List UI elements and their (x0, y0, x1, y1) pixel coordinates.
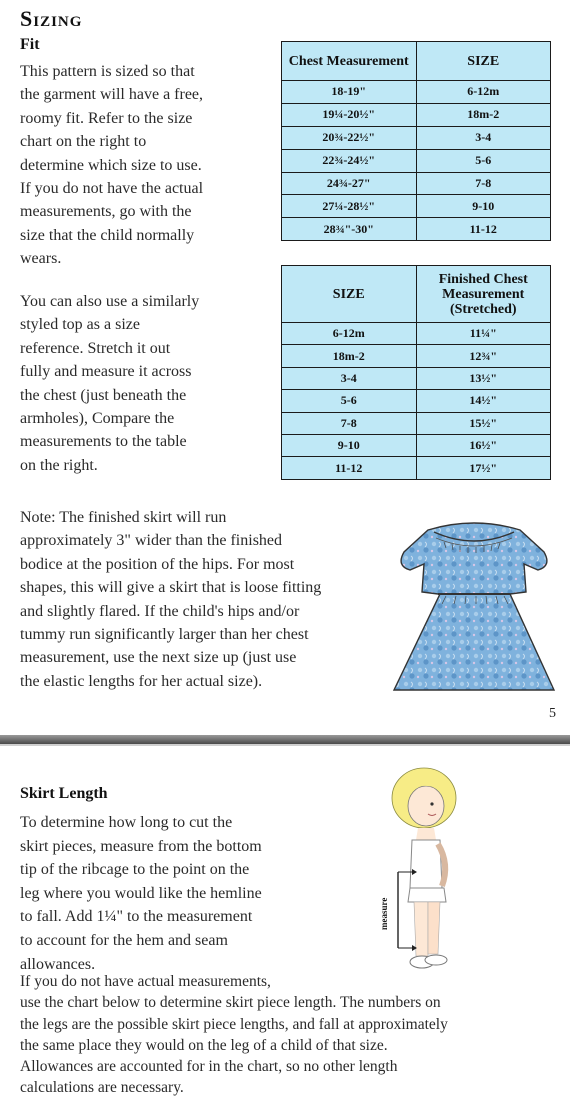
table-cell: 15½" (416, 412, 551, 434)
table-row (282, 412, 551, 434)
table-cell: 18m-2 (282, 345, 417, 367)
table-cell: 9-10 (282, 434, 417, 456)
table-cell: 28¾"-30" (282, 218, 417, 241)
text-line: If you do not have actual measurements, (20, 973, 271, 990)
table-header: SIZE (416, 42, 551, 81)
text-line: the elastic lengths for her actual size). (20, 672, 263, 690)
text-line: skirt pieces, measure from the bottom (20, 837, 262, 855)
text-line: the same place they would on the leg of a child of that size. (20, 1036, 388, 1054)
table-cell: 5-6 (416, 149, 551, 172)
text-line: the legs are the possible skirt piece lengths, and fall at approximately (20, 1015, 448, 1033)
text-line: measurements, go with the (20, 203, 192, 221)
table-cell: 3-4 (282, 367, 417, 389)
table-cell: 18m-2 (416, 103, 551, 126)
text-line: to account for the hem and seam (20, 931, 228, 949)
text-line: measurements to the table (20, 433, 187, 451)
table-row (282, 172, 551, 195)
text-line: Allowances are accounted for in the chart, so no other length (20, 1058, 398, 1076)
table-cell: 6-12m (416, 81, 551, 104)
table-cell: 14½" (416, 390, 551, 412)
text-line: To determine how long to cut the (20, 814, 233, 831)
table-cell: 18-19" (282, 81, 417, 104)
text-line: the chest (just beneath the (20, 386, 187, 404)
table-row (282, 195, 551, 218)
page-divider-shadow (0, 744, 570, 746)
text-line: fully and measure it across (20, 363, 192, 381)
table-row (282, 149, 551, 172)
page-number: 5 (549, 706, 556, 721)
text-line: This pattern is sized so that (20, 63, 195, 80)
table-cell: 20¾-22½" (282, 126, 417, 149)
table-cell: 3-4 (416, 126, 551, 149)
text-line: measurement, use the next size up (just use (20, 649, 297, 667)
table-row (282, 345, 551, 367)
text-line: allowances. (20, 955, 96, 973)
text-line: bodice at the position of the hips. For most (20, 555, 295, 573)
note-paragraph (20, 506, 321, 693)
table-row (282, 367, 551, 389)
table-header: Finished Chest Measurement (Stretched) (416, 266, 551, 323)
table-cell: 16½" (416, 434, 551, 456)
table-cell: 13½" (416, 367, 551, 389)
table-row (282, 434, 551, 456)
table-cell: 12¾" (416, 345, 551, 367)
table-row (282, 81, 551, 104)
table-row (282, 390, 551, 412)
section-title: Sizing (20, 6, 83, 31)
table-row (282, 323, 551, 345)
text-line: tummy run significantly larger than her chest (20, 626, 309, 644)
skirt-chart-paragraph (20, 971, 448, 1099)
text-line: determine which size to use. (20, 156, 202, 174)
text-line: Note: The finished skirt will run (20, 509, 227, 526)
table-cell: 7-8 (282, 412, 417, 434)
table-cell: 19¼-20½" (282, 103, 417, 126)
table-row (282, 126, 551, 149)
table-cell: 27¼-28½" (282, 195, 417, 218)
text-line: armholes), Compare the (20, 410, 175, 428)
table-header-row (282, 42, 551, 81)
fit-heading: Fit (20, 36, 40, 53)
text-line: You can also use a similarly (20, 293, 200, 310)
table-header-row (282, 266, 551, 323)
text-line: to fall. Add 1¼" to the measurement (20, 908, 253, 926)
table-cell: 22¾-24½" (282, 149, 417, 172)
table-row (282, 103, 551, 126)
table-row (282, 457, 551, 479)
text-line: size that the child normally (20, 226, 195, 244)
table-header: SIZE (282, 266, 417, 323)
text-line: approximately 3" wider than the finished (20, 532, 283, 550)
table-cell: 17½" (416, 457, 551, 479)
peasant-dress-illustration (388, 512, 560, 697)
text-line: on the right. (20, 456, 98, 474)
page-divider (0, 735, 570, 744)
table-cell: 11¼" (416, 323, 551, 345)
table-cell: 5-6 (282, 390, 417, 412)
text-line: leg where you would like the hemline (20, 884, 262, 902)
text-line: the garment will have a free, (20, 86, 204, 104)
text-line: wears. (20, 250, 62, 268)
finished-chest-table (281, 265, 551, 480)
table-cell: 9-10 (416, 195, 551, 218)
skirt-length-heading: Skirt Length (20, 785, 108, 802)
table-cell: 6-12m (282, 323, 417, 345)
text-line: styled top as a size (20, 316, 140, 334)
text-line: use the chart below to determine skirt piece length. The numbers on (20, 994, 441, 1012)
text-line: tip of the ribcage to the point on the (20, 861, 250, 879)
similar-top-paragraph (20, 290, 199, 477)
skirt-length-paragraph (20, 811, 262, 976)
table-cell: 7-8 (416, 172, 551, 195)
fit-paragraph (20, 60, 203, 271)
table-cell: 11-12 (416, 218, 551, 241)
table-header: Chest Measurement (282, 42, 417, 81)
measure-label: measure (379, 897, 389, 930)
child-measure-illustration (372, 760, 472, 980)
text-line: and slightly flared. If the child's hips and/or (20, 602, 300, 620)
text-line: roomy fit. Refer to the size (20, 109, 193, 127)
text-line: reference. Stretch it out (20, 339, 171, 357)
chest-size-table (281, 41, 551, 241)
table-cell: 11-12 (282, 457, 417, 479)
table-cell: 24¾-27" (282, 172, 417, 195)
table-row (282, 218, 551, 241)
text-line: If you do not have the actual (20, 180, 204, 198)
text-line: calculations are necessary. (20, 1079, 184, 1097)
text-line: shapes, this will give a skirt that is loose fitting (20, 579, 322, 597)
text-line: chart on the right to (20, 133, 147, 151)
